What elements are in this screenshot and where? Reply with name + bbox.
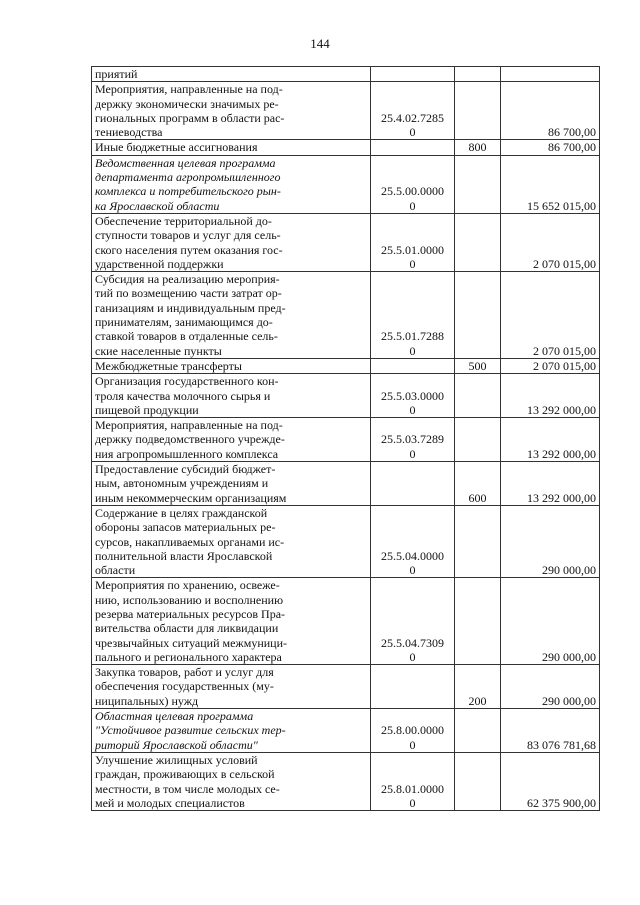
row-code [371, 67, 455, 82]
row-code-line: 0 [409, 198, 416, 213]
row-sum: 15 652 015,00 [501, 155, 600, 213]
table-row [92, 67, 600, 82]
row-name-line: принимателям, занимающимся до- [95, 315, 273, 330]
row-code [371, 213, 455, 271]
row-name-line: ганизациям и индивидуальным пред- [95, 300, 286, 315]
budget-table [91, 66, 600, 811]
row-code [371, 374, 455, 418]
row-name-line: Областная целевая программа [95, 709, 254, 724]
row-expense-type [455, 155, 501, 213]
row-code-line: 25.5.01.7288 [381, 329, 444, 344]
row-code-line: 0 [409, 256, 416, 271]
row-name [92, 505, 371, 577]
row-sum [501, 67, 600, 82]
row-code-line: 0 [409, 737, 416, 752]
row-name-line: обороны запасов материальных ре- [95, 520, 276, 535]
row-expense-type: 500 [455, 358, 501, 373]
row-sum: 2 070 015,00 [501, 213, 600, 271]
row-code-line: 25.8.01.0000 [381, 781, 444, 796]
row-expense-type [455, 67, 501, 82]
table-row [92, 752, 600, 810]
row-name-line: Межбюджетные трансферты [95, 358, 242, 373]
row-expense-type [455, 418, 501, 462]
row-expense-type [455, 272, 501, 359]
row-code-line: 0 [409, 795, 416, 810]
row-code-line: 25.5.04.0000 [381, 548, 444, 563]
row-name-line: Мероприятия, направленные на под- [95, 418, 283, 433]
row-expense-type [455, 82, 501, 140]
row-expense-type: 200 [455, 665, 501, 709]
table-row [92, 213, 600, 271]
row-sum: 62 375 900,00 [501, 752, 600, 810]
row-name-line: Закупка товаров, работ и услуг для [95, 665, 274, 680]
row-name-line: сурсов, накапливаемых органами ис- [95, 534, 285, 549]
row-expense-type: 800 [455, 140, 501, 155]
row-name-line: гиональных программ в области рас- [95, 110, 285, 125]
row-name-line: граждан, проживающих в сельской [95, 767, 275, 782]
row-name-line: троля качества молочного сырья и [95, 388, 271, 403]
table-row [92, 82, 600, 140]
row-sum: 290 000,00 [501, 665, 600, 709]
row-code [371, 505, 455, 577]
row-code-line: 0 [409, 125, 416, 140]
table-row [92, 665, 600, 709]
row-name [92, 155, 371, 213]
row-name-line: ниципальных) нужд [95, 693, 199, 708]
row-name-line: пищевой продукции [95, 402, 199, 417]
row-name-line: Мероприятия по хранению, освеже- [95, 578, 280, 593]
row-code-line: 25.5.00.0000 [381, 184, 444, 199]
row-sum: 290 000,00 [501, 505, 600, 577]
row-name-line: Субсидия на реализацию мероприя- [95, 272, 280, 287]
row-name-line: "Устойчивое развитие сельских тер- [95, 723, 286, 738]
row-code [371, 418, 455, 462]
row-expense-type [455, 213, 501, 271]
row-sum: 13 292 000,00 [501, 418, 600, 462]
row-code [371, 578, 455, 665]
row-name-line: ка Ярославской области [95, 198, 220, 213]
row-name-line: Иные бюджетные ассигнования [95, 140, 258, 155]
row-code [371, 82, 455, 140]
row-name-line: Улучшение жилищных условий [95, 752, 258, 767]
row-sum: 83 076 781,68 [501, 709, 600, 753]
table-row [92, 358, 600, 373]
row-code-line: 25.5.01.0000 [381, 242, 444, 257]
row-name-line: ным, автономным учреждениям и [95, 476, 269, 491]
row-name-line: пального и регионального характера [95, 649, 282, 664]
row-name-line: департамента агропромышленного [95, 170, 281, 185]
row-code [371, 462, 455, 506]
row-expense-type [455, 374, 501, 418]
row-name [92, 213, 371, 271]
row-name [92, 272, 371, 359]
page-number: 144 [310, 36, 330, 51]
row-name-line: местности, в том числе молодых се- [95, 781, 280, 796]
row-name [92, 358, 371, 373]
row-name-line: держку подведомственного учрежде- [95, 432, 285, 447]
row-code-line: 0 [409, 446, 416, 461]
row-code-line: 0 [409, 563, 416, 578]
row-name-line: обеспечения государственных (му- [95, 679, 274, 694]
row-name [92, 752, 371, 810]
row-name-line: ступности товаров и услуг для сель- [95, 228, 281, 243]
row-name-line: мей и молодых специалистов [95, 795, 245, 810]
row-name [92, 82, 371, 140]
row-name-line: Обеспечение территориальной до- [95, 213, 272, 228]
row-code-line: 0 [409, 402, 416, 417]
row-name-line: Предоставление субсидий бюджет- [95, 462, 276, 477]
row-code-line: 25.5.04.7309 [381, 635, 444, 650]
row-name-line: иным некоммерческим организациям [95, 490, 287, 505]
row-code-line: 25.5.03.0000 [381, 388, 444, 403]
table-row [92, 578, 600, 665]
row-name [92, 578, 371, 665]
table-row [92, 505, 600, 577]
row-name-line: ния агропромышленного комплекса [95, 446, 279, 461]
row-name-line: чрезвычайных ситуаций межмуници- [95, 635, 287, 650]
row-name [92, 418, 371, 462]
row-name-line: держку экономически значимых ре- [95, 96, 279, 111]
row-code-line: 0 [409, 343, 416, 358]
row-name-line: области [95, 563, 136, 578]
row-expense-type: 600 [455, 462, 501, 506]
row-code-line: 25.5.03.7289 [381, 432, 444, 447]
row-name-line: тениеводства [95, 125, 163, 140]
row-name-line: ского населения путем оказания гос- [95, 242, 283, 257]
row-name-line: резерва материальных ресурсов Пра- [95, 606, 286, 621]
row-name-line: полнительной власти Ярославской [95, 548, 273, 563]
row-name-line: тий по возмещению части затрат ор- [95, 286, 282, 301]
row-name [92, 462, 371, 506]
row-code [371, 140, 455, 155]
row-name [92, 709, 371, 753]
table-row [92, 462, 600, 506]
budget-table-body [92, 67, 600, 811]
row-name-line: ставкой товаров в отдаленные сель- [95, 329, 278, 344]
row-name-line: риторий Ярославской области" [95, 737, 258, 752]
row-code [371, 272, 455, 359]
row-code [371, 358, 455, 373]
table-row [92, 418, 600, 462]
table-row [92, 272, 600, 359]
table-row [92, 155, 600, 213]
row-expense-type [455, 709, 501, 753]
row-code [371, 752, 455, 810]
row-code-line: 25.8.00.0000 [381, 723, 444, 738]
row-name [92, 140, 371, 155]
row-code-line: 0 [409, 649, 416, 664]
row-name-line: ударственной поддержки [95, 256, 224, 271]
row-expense-type [455, 578, 501, 665]
table-row [92, 140, 600, 155]
row-name-line: нию, использованию и восполнению [95, 592, 284, 607]
row-name [92, 67, 371, 82]
row-name-line: приятий [95, 67, 138, 81]
row-sum: 86 700,00 [501, 140, 600, 155]
row-sum: 2 070 015,00 [501, 272, 600, 359]
table-row [92, 374, 600, 418]
row-expense-type [455, 505, 501, 577]
row-sum: 290 000,00 [501, 578, 600, 665]
row-expense-type [455, 752, 501, 810]
row-name-line: Организация государственного кон- [95, 374, 279, 389]
row-name-line: Мероприятия, направленные на под- [95, 82, 283, 97]
row-name-line: комплекса и потребительского рын- [95, 184, 281, 199]
row-name-line: Ведомственная целевая программа [95, 155, 276, 170]
row-name-line: Содержание в целях гражданской [95, 505, 268, 520]
row-code [371, 665, 455, 709]
row-sum: 86 700,00 [501, 82, 600, 140]
row-sum: 13 292 000,00 [501, 374, 600, 418]
row-code [371, 709, 455, 753]
row-name-line: ские населенные пункты [95, 343, 222, 358]
row-sum: 13 292 000,00 [501, 462, 600, 506]
row-name [92, 374, 371, 418]
row-sum: 2 070 015,00 [501, 358, 600, 373]
row-name [92, 665, 371, 709]
table-row [92, 709, 600, 753]
row-name-line: вительства области для ликвидации [95, 621, 279, 636]
row-code [371, 155, 455, 213]
row-code-line: 25.4.02.7285 [381, 110, 444, 125]
